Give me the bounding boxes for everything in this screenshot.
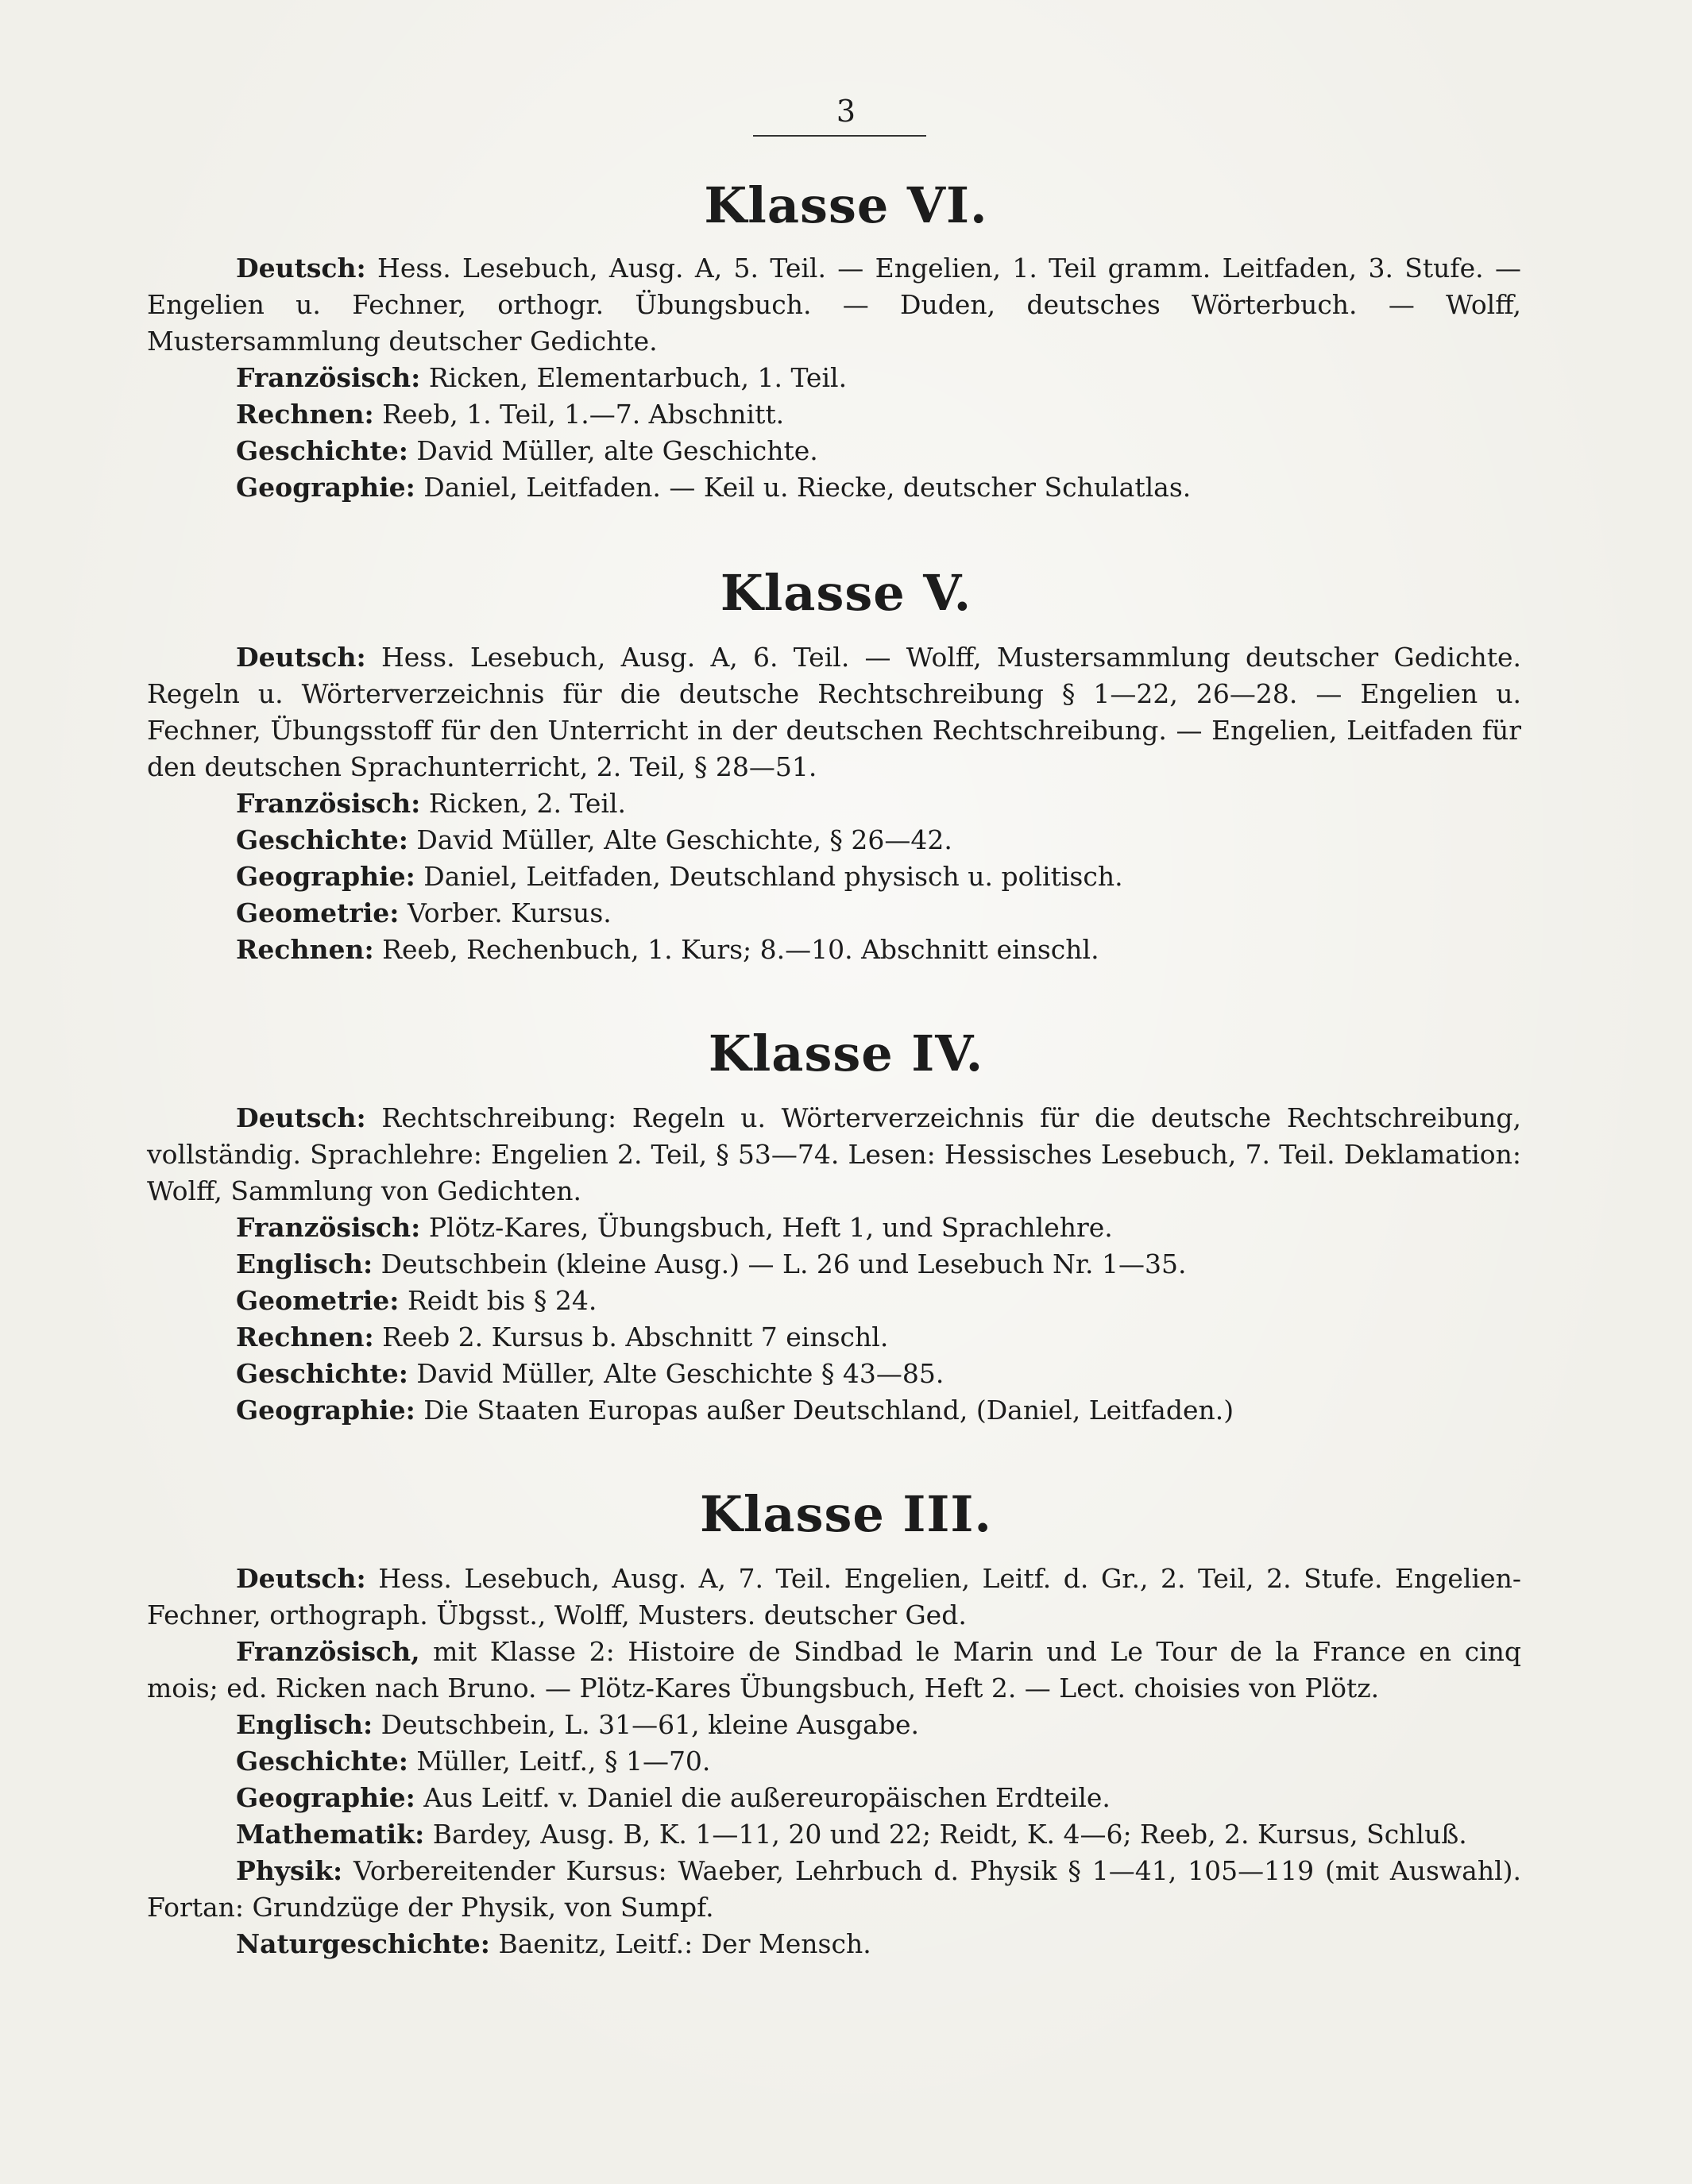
subject-label: Geschichte: <box>236 435 408 466</box>
entry <box>147 895 1521 932</box>
subject-label: Deutsch: <box>236 1102 366 1133</box>
section-klasse-iv <box>147 1100 1521 1429</box>
entry-text: Plötz-Kares, Übungsbuch, Heft 1, und Sprachlehre. <box>420 1212 1113 1243</box>
entry <box>147 1743 1521 1780</box>
subject-label: Geschichte: <box>236 1358 408 1389</box>
entry <box>147 1780 1521 1816</box>
page-number: 3 <box>836 94 856 129</box>
subject-label: Deutsch: <box>236 642 366 673</box>
entry <box>147 360 1521 396</box>
entry <box>147 396 1521 433</box>
subject-label: Physik: <box>236 1855 343 1886</box>
subject-label: Französisch, <box>236 1636 420 1667</box>
subject-label: Rechnen: <box>236 934 374 965</box>
entry-text: Daniel, Leitfaden, Deutschland physisch u. politisch. <box>415 861 1123 892</box>
entry-text: Reeb 2. Kursus b. Abschnitt 7 einschl. <box>373 1322 889 1352</box>
entry-text: Vorber. Kursus. <box>399 897 612 928</box>
entry-text: Hess. Lesebuch, Ausg. A, 5. Teil. — Engelien, 1. Teil gramm. Leitfaden, 3. Stufe. — Engelien u. Fechner, orthogr. Übungsbuch. — Duden, deutsches Wörterbuch. — Wolff, Mustersammlung deutscher Gedichte. <box>147 253 1521 357</box>
entry-text: Die Staaten Europas außer Deutschland, (Daniel, Leitfaden.) <box>415 1395 1234 1426</box>
entry <box>147 1356 1521 1392</box>
entry-text: Müller, Leitf., § 1—70. <box>408 1746 711 1777</box>
subject-label: Deutsch: <box>236 1563 366 1594</box>
subject-label: Geschichte: <box>236 824 408 855</box>
subject-label: Geometrie: <box>236 897 400 928</box>
subject-label: Naturgeschichte: <box>236 1928 490 1959</box>
subject-label: Geographie: <box>236 472 415 503</box>
entry-text: Reeb, Rechenbuch, 1. Kurs; 8.—10. Abschnitt einschl. <box>373 934 1099 965</box>
entry-text: Baenitz, Leitf.: Der Mensch. <box>489 1928 871 1959</box>
section-title-klasse-iii: Klasse III. <box>699 1485 993 1543</box>
entry-text: Deutschbein, L. 31—61, kleine Ausgabe. <box>373 1709 919 1740</box>
entry <box>147 1319 1521 1356</box>
entry-text: mit Klasse 2: Histoire de Sindbad le Marin und Le Tour de la France en cinq mois; ed. Ricken nach Bruno. — Plötz-Kares Übungsbuch, Heft 2. — Lect. choisies von Plötz. <box>147 1636 1521 1704</box>
subject-label: Rechnen: <box>236 399 374 430</box>
entry-text: Deutschbein (kleine Ausg.) — L. 26 und Lesebuch Nr. 1—35. <box>373 1248 1187 1279</box>
subject-label: Deutsch: <box>236 253 366 284</box>
section-title-klasse-iv: Klasse IV. <box>708 1024 984 1082</box>
entry-text: Hess. Lesebuch, Ausg. A, 6. Teil. — Wolff, Mustersammlung deutscher Gedichte. Regeln u. Wörterverzeichnis für die deutsche Rechtschreibung § 1—22, 26—28. — Engelien u. Fechner, Übungsstoff für den Unterricht in der deutschen Rechtschreibung. — Engelien, Leitfaden für den deutschen Sprachunterricht, 2. Teil, § 28—51. <box>147 642 1521 782</box>
entry <box>147 1100 1521 1210</box>
entry-text: Ricken, Elementarbuch, 1. Teil. <box>420 362 848 393</box>
subject-label: Geschichte: <box>236 1746 408 1777</box>
subject-label: Französisch: <box>236 362 421 393</box>
section-title-klasse-vi: Klasse VI. <box>704 176 988 234</box>
subject-label: Französisch: <box>236 788 421 819</box>
entry <box>147 1816 1521 1853</box>
subject-label: Mathematik: <box>236 1819 425 1850</box>
entry-text: David Müller, alte Geschichte. <box>408 435 818 466</box>
entry-text: Bardey, Ausg. B, K. 1—11, 20 und 22; Reidt, K. 4—6; Reeb, 2. Kursus, Schluß. <box>424 1819 1467 1850</box>
entry <box>147 785 1521 822</box>
entry <box>147 433 1521 469</box>
entry <box>147 1392 1521 1429</box>
section-klasse-v <box>147 639 1521 968</box>
subject-label: Geographie: <box>236 1395 415 1426</box>
entry-text: David Müller, Alte Geschichte, § 26—42. <box>408 824 952 855</box>
section-klasse-iii <box>147 1561 1521 1962</box>
entry-text: Daniel, Leitfaden. — Keil u. Riecke, deutscher Schulatlas. <box>415 472 1192 503</box>
entry-text: Reeb, 1. Teil, 1.—7. Abschnitt. <box>373 399 785 430</box>
entry <box>147 1561 1521 1634</box>
subject-label: Französisch: <box>236 1212 421 1243</box>
entry <box>147 1707 1521 1743</box>
section-title-klasse-v: Klasse V. <box>720 564 972 622</box>
entry <box>147 469 1521 506</box>
entry <box>147 1926 1521 1962</box>
subject-label: Geographie: <box>236 1782 415 1813</box>
section-klasse-vi <box>147 250 1521 506</box>
entry-text: Reidt bis § 24. <box>399 1285 597 1316</box>
entry <box>147 639 1521 785</box>
entry-text: Rechtschreibung: Regeln u. Wörterverzeichnis für die deutsche Rechtschreibung, vollständig. Sprachlehre: Engelien 2. Teil, § 53—74. Lesen: Hessisches Lesebuch, 7. Teil. Deklamation: Wolff, Sammlung von Gedichten. <box>147 1102 1521 1206</box>
entry-text: Aus Leitf. v. Daniel die außereuropäischen Erdteile. <box>415 1782 1111 1813</box>
entry-text: Ricken, 2. Teil. <box>420 788 627 819</box>
entry <box>147 822 1521 859</box>
entry <box>147 1853 1521 1926</box>
subject-label: Geographie: <box>236 861 415 892</box>
subject-label: Rechnen: <box>236 1322 374 1352</box>
subject-label: Englisch: <box>236 1248 373 1279</box>
entry <box>147 1210 1521 1246</box>
entry <box>147 932 1521 968</box>
entry-text: Hess. Lesebuch, Ausg. A, 7. Teil. Engelien, Leitf. d. Gr., 2. Teil, 2. Stufe. Engelien-Fechner, orthograph. Übgsst., Wolff, Musters. deutscher Ged. <box>147 1563 1521 1630</box>
entry <box>147 1246 1521 1283</box>
entry <box>147 859 1521 895</box>
header-rule <box>753 135 926 137</box>
entry-text: Vorbereitender Kursus: Waeber, Lehrbuch d. Physik § 1—41, 105—119 (mit Auswahl). Fortan: Grundzüge der Physik, von Sumpf. <box>147 1855 1521 1923</box>
subject-label: Englisch: <box>236 1709 373 1740</box>
subject-label: Geometrie: <box>236 1285 400 1316</box>
entry-text: David Müller, Alte Geschichte § 43—85. <box>408 1358 945 1389</box>
entry <box>147 250 1521 360</box>
entry <box>147 1283 1521 1319</box>
entry <box>147 1634 1521 1707</box>
